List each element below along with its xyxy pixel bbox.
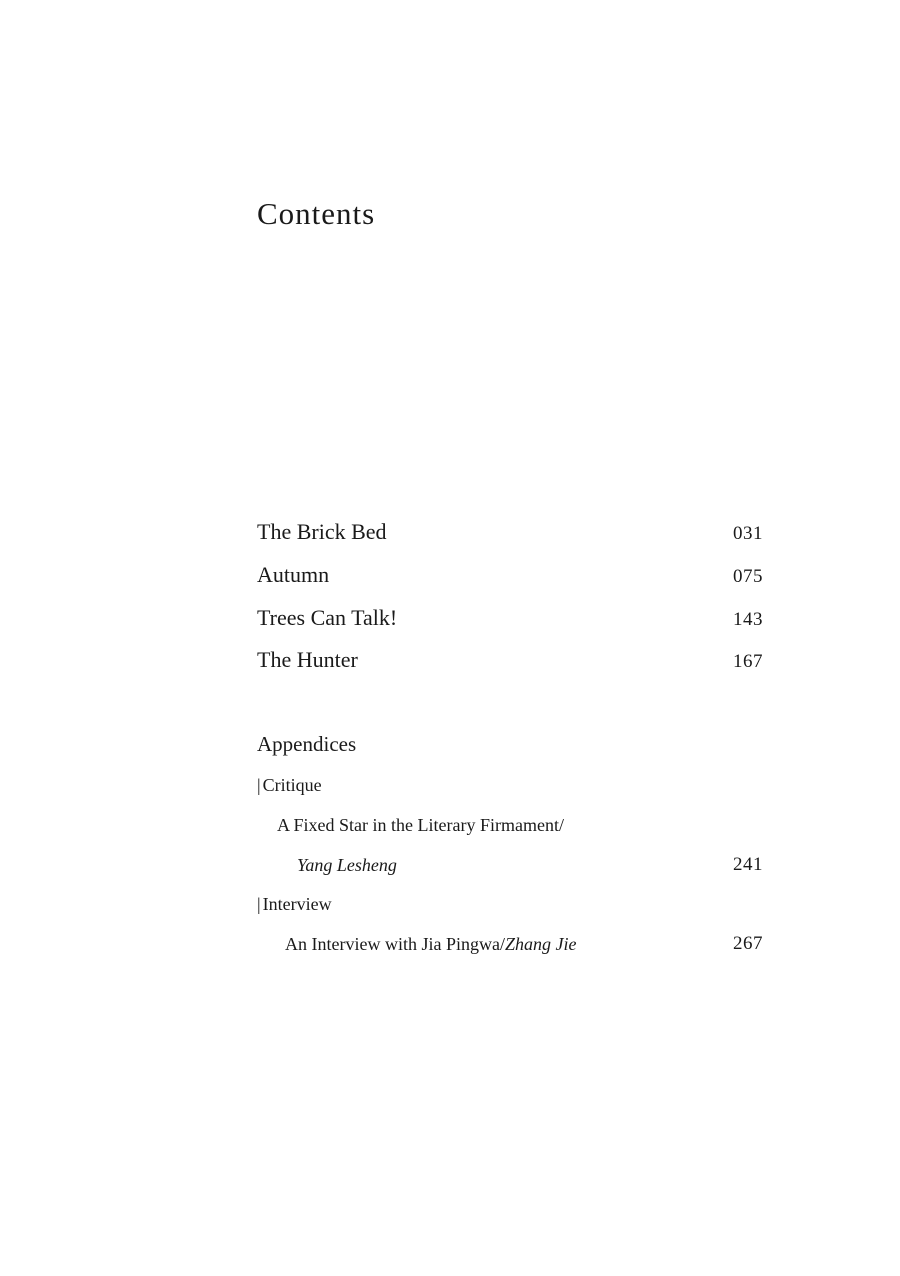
toc-entry[interactable] — [257, 645, 763, 675]
section-bar: | — [257, 894, 261, 914]
toc-entry[interactable] — [257, 603, 763, 633]
interview-heading — [257, 891, 332, 917]
toc-entry-page: 143 — [733, 609, 763, 630]
critique-title[interactable]: A Fixed Star in the Literary Firmament/ — [277, 815, 564, 835]
interview-title[interactable]: An Interview with Jia Pingwa/ — [285, 934, 505, 954]
toc-entry-title[interactable]: Trees Can Talk! — [257, 605, 398, 630]
toc-entry-page: 031 — [733, 523, 763, 544]
toc-entry-title[interactable]: The Brick Bed — [257, 519, 387, 544]
section-bar: | — [257, 775, 261, 795]
toc-entry[interactable] — [257, 560, 763, 590]
toc-entry-title[interactable]: The Hunter — [257, 647, 358, 672]
critique-label: Critique — [262, 775, 322, 795]
appendices-heading: Appendices — [257, 732, 357, 756]
toc-entry-page: 167 — [733, 651, 763, 672]
interview-label: Interview — [262, 894, 332, 914]
toc-entry[interactable] — [257, 517, 763, 547]
critique-author: Yang Lesheng — [297, 855, 397, 875]
interview-author: Zhang Jie — [504, 934, 577, 954]
toc-entry-title[interactable]: Autumn — [257, 562, 330, 587]
critique-page: 241 — [733, 854, 763, 875]
interview-page: 267 — [733, 933, 763, 954]
interview-entry[interactable] — [285, 931, 576, 957]
page-title: Contents — [257, 196, 376, 231]
critique-heading — [257, 772, 322, 798]
toc-entry-page: 075 — [733, 566, 763, 587]
